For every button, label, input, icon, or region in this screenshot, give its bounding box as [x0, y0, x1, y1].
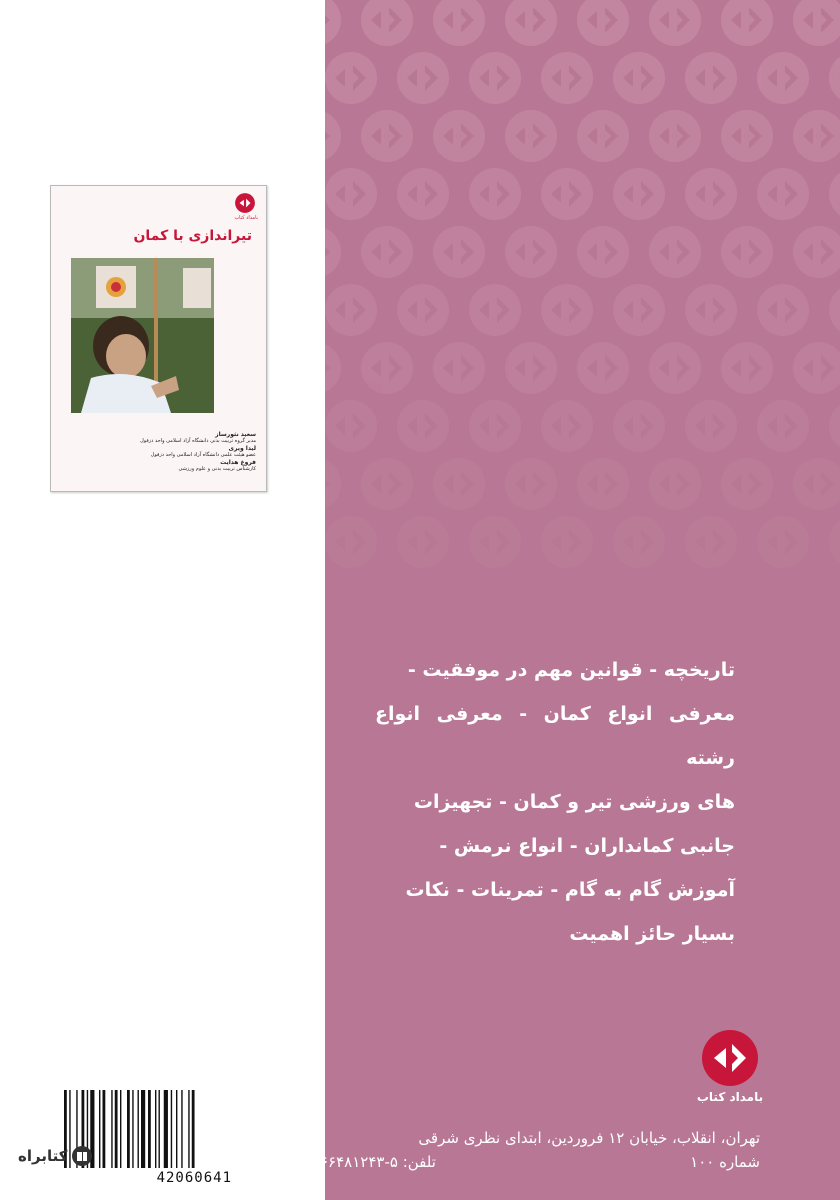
- barcode-bar: [141, 1090, 145, 1168]
- pattern-logo-icon: [829, 516, 840, 568]
- logo-pattern-background: [325, 0, 840, 600]
- publisher-name: بامداد کتاب: [696, 1090, 764, 1104]
- pattern-logo-icon: [757, 400, 809, 452]
- pattern-logo-icon: [793, 110, 840, 162]
- pattern-logo-icon: [613, 516, 665, 568]
- pattern-logo-icon: [505, 110, 557, 162]
- barcode-bar: [188, 1090, 189, 1168]
- pattern-logo-icon: [325, 342, 341, 394]
- thumbnail-publisher-label: بامداد کتاب: [234, 215, 258, 221]
- pattern-logo-icon: [433, 458, 485, 510]
- pattern-logo-icon: [577, 458, 629, 510]
- pattern-logo-icon: [541, 400, 593, 452]
- pattern-logo-icon: [433, 342, 485, 394]
- pattern-logo-icon: [325, 284, 377, 336]
- barcode-bar: [111, 1090, 112, 1168]
- pattern-logo-icon: [649, 458, 701, 510]
- pattern-logo-icon: [541, 168, 593, 220]
- pattern-logo-icon: [757, 168, 809, 220]
- publisher-logo-icon: [234, 192, 256, 214]
- pattern-logo-icon: [577, 342, 629, 394]
- barcode-bar: [164, 1090, 168, 1168]
- barcode-bar: [132, 1090, 133, 1168]
- pattern-logo-icon: [361, 342, 413, 394]
- pattern-logo-icon: [469, 284, 521, 336]
- publisher-address-block: [320, 1126, 760, 1174]
- pattern-logo-icon: [505, 226, 557, 278]
- pattern-logo-icon: [721, 458, 773, 510]
- pattern-logo-icon: [649, 226, 701, 278]
- barcode-bar: [159, 1090, 160, 1168]
- pattern-logo-icon: [649, 110, 701, 162]
- pattern-logo-icon: [721, 226, 773, 278]
- credit-name: سعید نثورساز: [215, 431, 256, 438]
- pattern-logo-icon: [649, 342, 701, 394]
- pattern-logo-icon: [649, 0, 701, 46]
- description-line: جانبی کمانداران - انواع نرمش -: [439, 835, 735, 857]
- pattern-logo-icon: [793, 342, 840, 394]
- credit-role: مدیر گروه تربیت بدنی دانشگاه آزاد اسلامی واحد دزفول: [140, 438, 256, 444]
- pattern-logo-icon: [757, 52, 809, 104]
- pattern-logo-icon: [685, 400, 737, 452]
- barcode-digits: 42060641: [156, 1170, 232, 1186]
- pattern-logo-icon: [541, 52, 593, 104]
- description-line: معرفی انواع کمان - معرفی انواع رشته: [375, 703, 735, 769]
- barcode-bar: [138, 1090, 139, 1168]
- pattern-logo-icon: [721, 110, 773, 162]
- description-line: های ورزشی تیر و کمان - تجهیزات: [413, 791, 735, 813]
- pattern-logo-icon: [721, 0, 773, 46]
- pattern-logo-icon: [397, 516, 449, 568]
- pattern-logo-icon: [829, 52, 840, 104]
- pattern-logo-icon: [685, 52, 737, 104]
- pattern-logo-icon: [397, 168, 449, 220]
- pattern-logo-icon: [721, 342, 773, 394]
- pattern-logo-icon: [397, 400, 449, 452]
- pattern-logo-icon: [613, 168, 665, 220]
- pattern-logo-icon: [361, 458, 413, 510]
- thumbnail-title: تیراندازی با کمان: [133, 228, 252, 244]
- watermark-text: کتابراه: [18, 1147, 68, 1165]
- watermark: [18, 1145, 93, 1167]
- back-cover-right-panel: [325, 0, 840, 1200]
- barcode-bar: [192, 1090, 195, 1168]
- pattern-logo-icon: [397, 284, 449, 336]
- barcode-bar: [115, 1090, 118, 1168]
- pattern-logo-icon: [541, 284, 593, 336]
- pattern-logo-icon: [577, 110, 629, 162]
- description-line: بسیار حائز اهمیت: [569, 923, 735, 945]
- description-line: آموزش گام به گام - تمرینات - نکات: [405, 879, 735, 901]
- pattern-logo-icon: [829, 168, 840, 220]
- credit-name: لیدا ویری: [228, 445, 256, 452]
- description-line: تاریخچه - قوانین مهم در موفقیت -: [407, 659, 735, 681]
- barcode-bar: [103, 1090, 106, 1168]
- book-description: [375, 648, 735, 956]
- publisher-address: تهران، انقلاب، خیابان ۱۲ فروردین، ابتدای نظری شرقی: [418, 1129, 760, 1147]
- pattern-logo-icon: [577, 226, 629, 278]
- pattern-logo-icon: [325, 226, 341, 278]
- pattern-logo-icon: [433, 110, 485, 162]
- pattern-logo-icon: [793, 0, 840, 46]
- pattern-logo-icon: [469, 168, 521, 220]
- pattern-logo-icon: [541, 516, 593, 568]
- pattern-logo-icon: [325, 168, 377, 220]
- pattern-logo-icon: [613, 52, 665, 104]
- pattern-logo-icon: [757, 284, 809, 336]
- pattern-logo-icon: [829, 400, 840, 452]
- pattern-logo-icon: [433, 0, 485, 46]
- barcode-bar: [176, 1090, 177, 1168]
- thumbnail-credits: [140, 431, 256, 473]
- pattern-logo-icon: [577, 0, 629, 46]
- pattern-logo-icon: [325, 400, 377, 452]
- credit-name: فروغ هدایت: [220, 459, 256, 466]
- archer-photo: [71, 258, 214, 413]
- pattern-logo-icon: [685, 168, 737, 220]
- back-cover-left-panel: [0, 0, 325, 1200]
- book-icon: [71, 1145, 93, 1167]
- barcode-bar: [148, 1090, 151, 1168]
- barcode-bar: [171, 1090, 172, 1168]
- book-cover-thumbnail: [50, 185, 267, 492]
- barcode-bar: [127, 1090, 130, 1168]
- credit-role: عضو هیئت علمی دانشگاه آزاد اسلامی واحد دزفول: [150, 452, 256, 458]
- pattern-logo-icon: [505, 342, 557, 394]
- pattern-logo-icon: [613, 400, 665, 452]
- pattern-logo-icon: [793, 226, 840, 278]
- pattern-logo-icon: [613, 284, 665, 336]
- pattern-logo-icon: [829, 284, 840, 336]
- publisher-number: شماره ۱۰۰: [690, 1153, 760, 1171]
- pattern-logo-icon: [505, 458, 557, 510]
- pattern-logo-icon: [505, 0, 557, 46]
- pattern-logo-icon: [325, 52, 377, 104]
- credit-role: کارشناس تربیت بدنی و علوم ورزشی: [178, 466, 256, 472]
- pattern-logo-icon: [361, 0, 413, 46]
- pattern-logo-icon: [469, 52, 521, 104]
- pattern-logo-icon: [793, 458, 840, 510]
- pattern-logo-icon: [757, 516, 809, 568]
- pattern-logo-icon: [433, 226, 485, 278]
- publisher-phone: تلفن: ۵-۶۶۴۸۱۲۴۳: [320, 1153, 436, 1171]
- pattern-logo-icon: [325, 516, 377, 568]
- pattern-logo-icon: [361, 226, 413, 278]
- barcode-bar: [181, 1090, 182, 1168]
- pattern-logo-icon: [325, 458, 341, 510]
- pattern-logo-icon: [469, 516, 521, 568]
- pattern-logo-icon: [469, 400, 521, 452]
- barcode-bar: [99, 1090, 100, 1168]
- pattern-logo-icon: [397, 52, 449, 104]
- pattern-logo-icon: [685, 284, 737, 336]
- publisher-logo-icon: [700, 1028, 760, 1088]
- barcode-bar: [120, 1090, 121, 1168]
- barcode-bar: [155, 1090, 156, 1168]
- pattern-logo-icon: [361, 110, 413, 162]
- pattern-logo-icon: [325, 110, 341, 162]
- pattern-logo-icon: [325, 0, 341, 46]
- pattern-logo-icon: [685, 516, 737, 568]
